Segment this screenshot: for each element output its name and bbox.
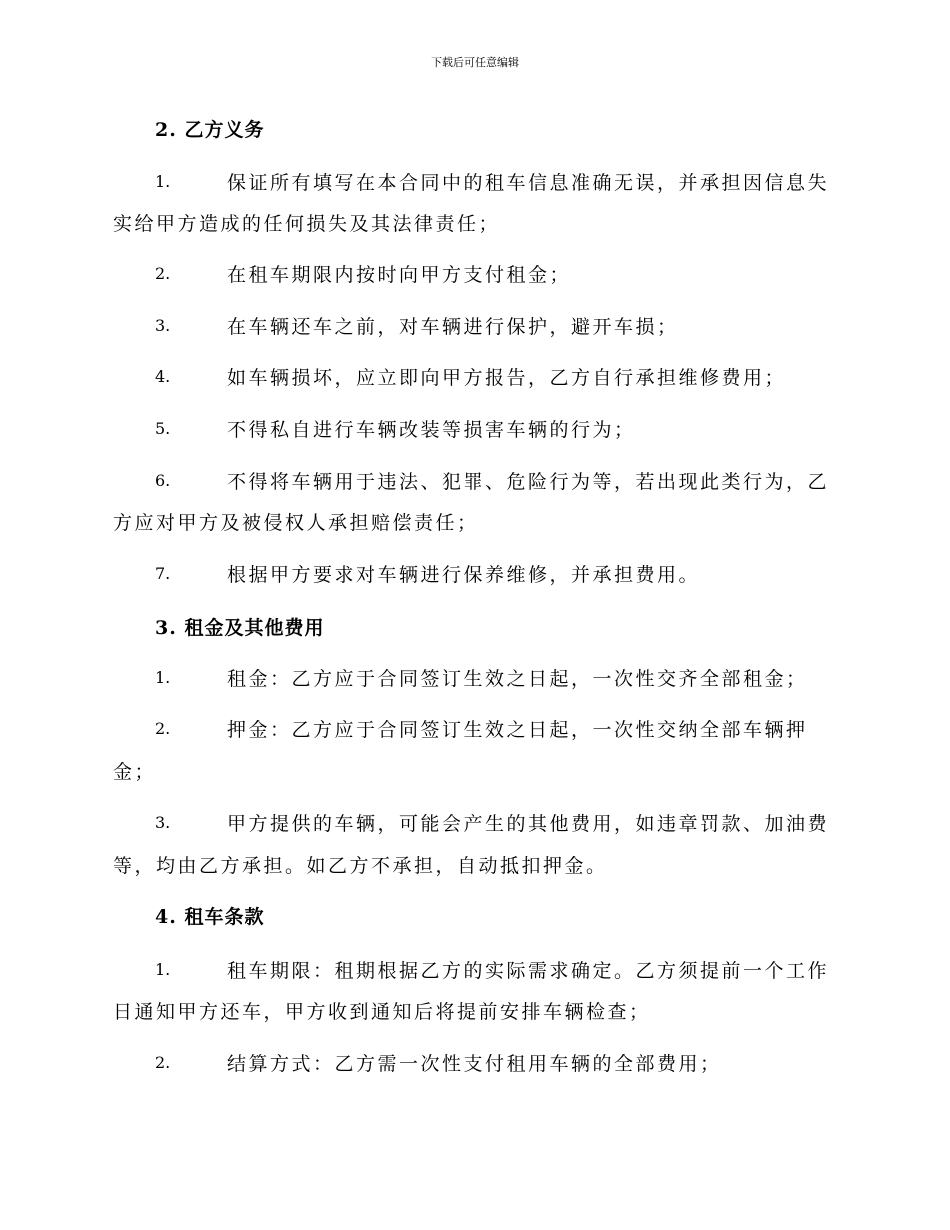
item-text: 租车期限：租期根据乙方的实际需求确定。乙方须提前一个工作 xyxy=(227,960,830,982)
item-text-continued: 实给甲方造成的任何损失及其法律责任； xyxy=(113,213,501,235)
item-text: 根据甲方要求对车辆进行保养维修，并承担费用。 xyxy=(227,564,701,586)
item-text-continued: 等，均由乙方承担。如乙方不承担，自动抵扣押金。 xyxy=(113,855,608,877)
item-text: 如车辆损坏，应立即向甲方报告，乙方自行承担维修费用； xyxy=(227,367,787,389)
item-text: 结算方式：乙方需一次性支付租用车辆的全部费用； xyxy=(227,1053,722,1075)
item-text: 押金：乙方应于合同签订生效之日起，一次性交纳全部车辆押 xyxy=(227,719,808,741)
item-number: 1. xyxy=(155,960,171,979)
item-text: 不得私自进行车辆改装等损害车辆的行为； xyxy=(227,419,636,441)
item-number: 2. xyxy=(155,1053,171,1072)
item-number: 2. xyxy=(155,264,171,283)
section-heading: 3. 租金及其他费用 xyxy=(155,617,325,639)
item-number: 5. xyxy=(155,419,171,438)
item-number: 6. xyxy=(155,471,171,490)
item-number: 4. xyxy=(155,367,171,386)
item-text-continued: 日通知甲方还车，甲方收到通知后将提前安排车辆检查； xyxy=(113,1001,651,1023)
item-text: 在租车期限内按时向甲方支付租金； xyxy=(227,264,572,286)
item-text-continued: 方应对甲方及被侵权人承担赔偿责任； xyxy=(113,512,479,534)
item-text: 租金：乙方应于合同签订生效之日起，一次性交齐全部租金； xyxy=(227,668,808,690)
section-heading: 2. 乙方义务 xyxy=(155,119,265,141)
page-header: 下载后可任意编辑 xyxy=(431,56,519,69)
item-number: 2. xyxy=(155,719,171,738)
item-number: 3. xyxy=(155,813,171,832)
item-number: 1. xyxy=(155,668,171,687)
item-number: 7. xyxy=(155,564,171,583)
item-text: 保证所有填写在本合同中的租车信息准确无误，并承担因信息失 xyxy=(227,172,830,194)
item-text: 在车辆还车之前，对车辆进行保护，避开车损； xyxy=(227,316,679,338)
item-text: 甲方提供的车辆，可能会产生的其他费用，如违章罚款、加油费 xyxy=(227,813,830,835)
item-number: 3. xyxy=(155,316,171,335)
item-number: 1. xyxy=(155,172,171,191)
item-text: 不得将车辆用于违法、犯罪、危险行为等，若出现此类行为，乙 xyxy=(227,471,830,493)
section-heading: 4. 租车条款 xyxy=(155,906,265,928)
item-text-continued: 金； xyxy=(113,761,157,783)
